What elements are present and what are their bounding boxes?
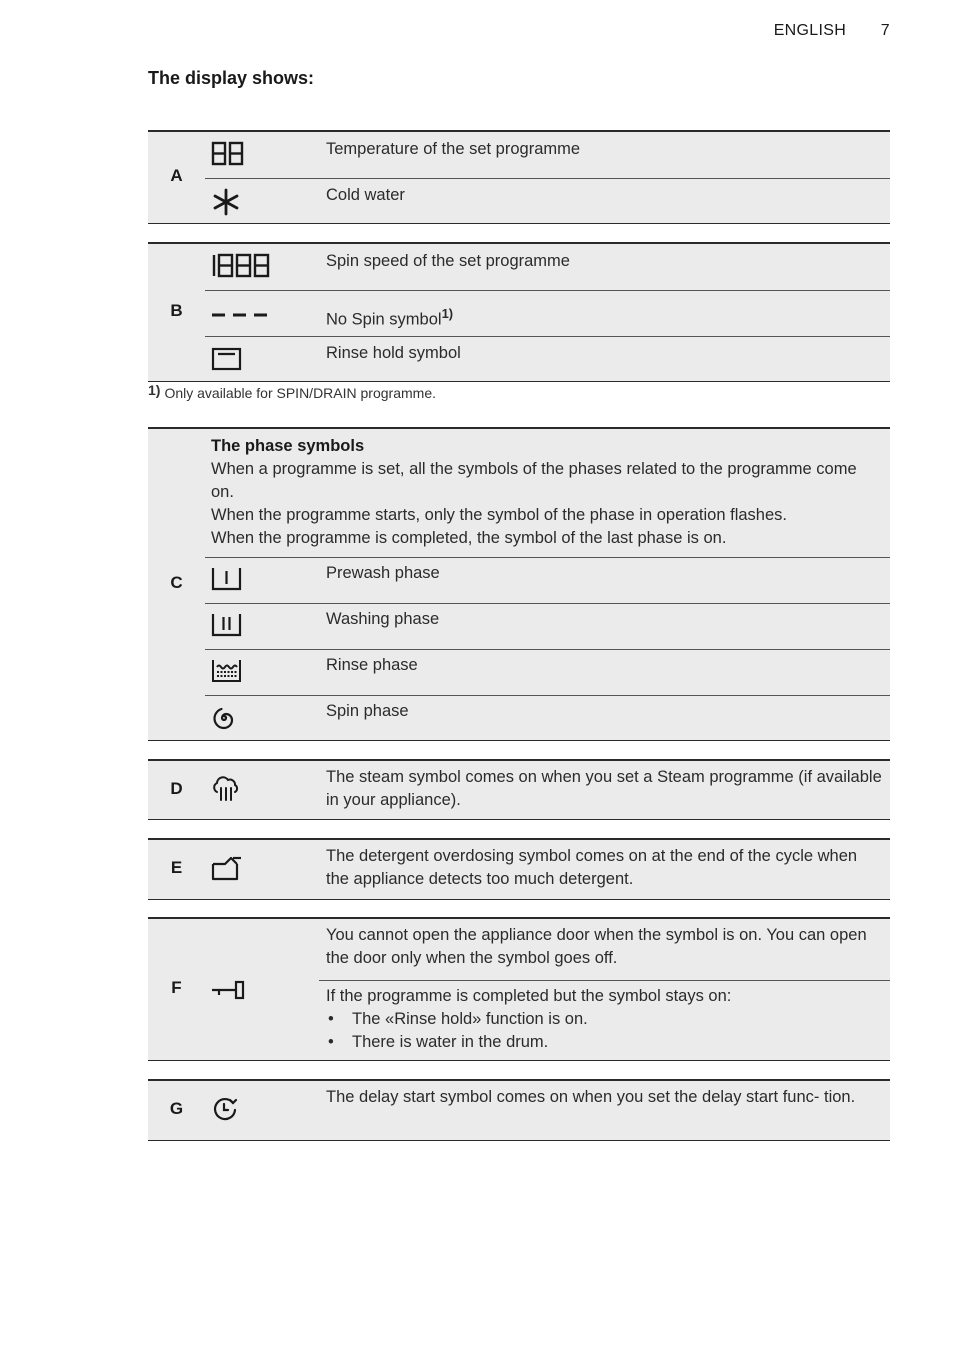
group-letter: F [171,978,182,997]
steam-icon [211,776,241,802]
group-c [148,427,890,741]
rinse-hold-icon [211,346,243,372]
washing-icon [211,612,243,638]
phase-intro [211,435,880,550]
group-letter: C [170,573,183,592]
bullet-item: • The «Rinse hold» function is on. [326,1008,882,1031]
row-prewash [205,557,890,603]
footnote-text: Only available for SPIN/DRAIN programme. [164,385,436,401]
row-detergent [205,840,890,900]
row-text: The delay start symbol comes on when you set the delay start func- tion. [326,1088,856,1106]
spin-icon [211,705,237,731]
page-number: 7 [880,22,890,39]
row-text [326,302,882,332]
row-rinse [205,649,890,695]
footnote-ref: 1) [441,306,454,321]
detergent-overdosing-icon [211,855,243,881]
row-symbol-stays-on [319,980,890,1061]
row-text: You cannot open the appliance door when the symbol is on. You can open the door only when the symbol goes off. [326,926,867,967]
group-e [148,838,890,900]
row-rinse-hold [205,336,890,382]
row-cold-water [205,178,890,224]
page-header [774,22,890,40]
row-text: Spin speed of the set programme [326,252,570,270]
bullet-item: • There is water in the drum. [326,1031,882,1054]
row-temperature [205,132,890,178]
group-letter: G [169,1099,184,1118]
phase-heading: The phase symbols [211,437,365,455]
row-no-spin [205,290,890,336]
prewash-icon [211,566,243,592]
group-letter: E [170,858,183,877]
row-text: Spin phase [326,702,409,720]
group-g [148,1079,890,1141]
phase-intro-2: When the programme starts, only the symbol of the phase in operation flashes. [211,506,787,524]
footnote [148,382,890,401]
phase-intro-1: When a programme is set, all the symbols of the phases related to the programme come on. [211,460,857,501]
door-lock-icon [211,980,245,1000]
section-title: The display shows: [148,68,315,88]
no-spin-dashes-icon [211,311,269,319]
cold-water-icon [211,188,241,216]
temperature-digits-icon [211,141,245,167]
delay-start-icon [211,1097,239,1123]
row-text: Rinse phase [326,656,418,674]
header-language: ENGLISH [773,22,847,39]
row-text: Washing phase [326,610,440,628]
row-door-locked [319,919,890,980]
group-letter: B [170,301,183,320]
phase-intro-row [205,429,890,557]
row-text-main: No Spin symbol [326,310,442,329]
row-spin-speed [205,244,890,290]
row-delay-start [205,1081,890,1141]
row-text-intro: If the programme is completed but the symbol stays on: [326,987,732,1005]
spin-speed-digits-icon [211,253,271,279]
row-text: The detergent overdosing symbol comes on at the end of the cycle when the appliance detects too much detergent. [326,847,858,888]
row-text: Temperature of the set programme [326,140,581,158]
phase-intro-3: When the programme is completed, the symbol of the last phase is on. [211,529,727,547]
bullet-list [326,1008,882,1054]
group-a [148,130,890,224]
group-letter: A [170,166,183,185]
row-washing [205,603,890,649]
row-text: Prewash phase [326,564,440,582]
footnote-marker: 1) [148,382,161,398]
row-spin [205,695,890,741]
row-steam [205,761,890,820]
row-text: The steam symbol comes on when you set a Steam programme (if available in your appliance). [326,768,882,809]
row-text [326,985,882,1054]
group-f [148,917,890,1061]
group-letter: D [170,779,183,798]
row-text: Rinse hold symbol [326,344,461,362]
group-b [148,242,890,382]
row-text: Cold water [326,186,405,204]
group-d [148,759,890,820]
rinse-icon [211,658,243,684]
